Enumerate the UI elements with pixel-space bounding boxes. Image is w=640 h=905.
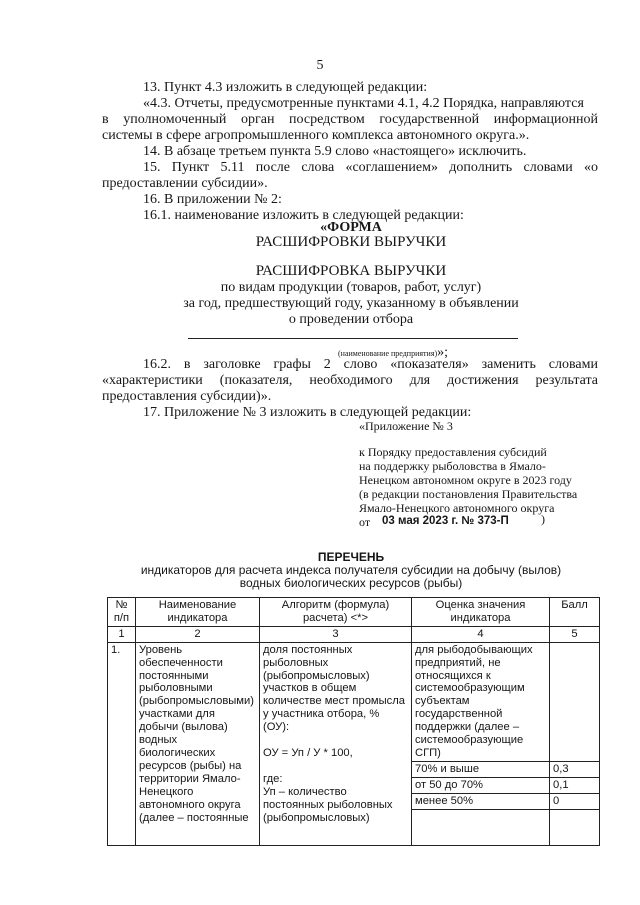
column-number-3: 3 bbox=[260, 626, 412, 642]
form-title: «ФОРМА bbox=[320, 220, 382, 235]
enterprise-underline bbox=[188, 338, 518, 339]
appendix-title: «Приложение № 3 bbox=[359, 419, 453, 433]
table-header-row bbox=[108, 598, 600, 627]
appendix-from-label: от bbox=[359, 515, 371, 529]
decoding-title: РАСШИФРОВКА ВЫРУЧКИ bbox=[255, 263, 447, 279]
decoding-line-3: о проведении отбора bbox=[288, 312, 414, 327]
item-16: 16. В приложении № 2: bbox=[143, 192, 282, 207]
appendix-line-4: (в редакции постановления Правительства bbox=[359, 487, 578, 501]
estimate-empty-cell bbox=[412, 809, 550, 845]
item-16-2-line-1: 16.2. в заголовке графы 2 слово «показателя» заменить словами bbox=[143, 357, 598, 372]
appendix-line-5: Ямало-Ненецкого автономного округа bbox=[359, 501, 555, 515]
item-15-line-2: предоставлении субсидии». bbox=[102, 176, 268, 191]
row-number: 1. bbox=[108, 642, 136, 845]
header-indicator-name: Наименование индикатора bbox=[136, 598, 260, 627]
item-16-1: 16.1. наименование изложить в следующей редакции: bbox=[143, 208, 464, 223]
estimate-range: менее 50% bbox=[412, 793, 550, 809]
score-empty-cell bbox=[550, 809, 600, 845]
indicators-table bbox=[107, 597, 600, 846]
table-number-row bbox=[108, 626, 600, 642]
item-13-quote-line-1: «4.3. Отчеты, предусмотренные пунктами 4.1, 4.2 Порядка, направляются bbox=[143, 96, 584, 111]
column-number-5: 5 bbox=[550, 626, 600, 642]
estimate-category-cell: для рыбодобывающих предприятий, не относящихся к системообразующим субъектам государственной поддержки (далее – системообразующие СГП) bbox=[412, 642, 550, 761]
estimate-range: от 50 до 70% bbox=[412, 777, 550, 793]
column-number-1: 1 bbox=[108, 626, 136, 642]
appendix-line-3: Ненецком автономном округе в 2023 году bbox=[359, 473, 572, 487]
item-16-2-line-2: «характеристики (показателя, необходимого для достижения результата bbox=[102, 373, 598, 388]
list-subtitle-line-2: водных биологических ресурсов (рыбы) bbox=[239, 576, 463, 590]
header-estimate: Оценка значения индикатора bbox=[412, 598, 550, 627]
item-13-quote-line-2: в уполномоченный орган посредством государственной информационной bbox=[102, 112, 598, 127]
item-14: 14. В абзаце третьем пункта 5.9 слово «настоящего» исключить. bbox=[143, 144, 527, 159]
decoding-line-1: по видам продукции (товаров, работ, услуг) bbox=[220, 280, 482, 295]
table-row bbox=[108, 642, 600, 761]
item-13-quote-line-3: системы в сфере агропромышленного комплекса автономного округа.». bbox=[102, 128, 530, 143]
enterprise-caption-text: (наименование предприятия) bbox=[338, 349, 438, 358]
enterprise-suffix: »; bbox=[437, 345, 449, 360]
header-algorithm: Алгоритм (формула) расчета) <*> bbox=[260, 598, 412, 627]
list-subtitle-line-1: индикаторов для расчета индекса получателя субсидии на добычу (вылов) bbox=[140, 563, 562, 577]
score-empty-cell bbox=[550, 642, 600, 761]
form-subtitle: РАСШИФРОВКИ ВЫРУЧКИ bbox=[255, 234, 447, 250]
appendix-line-1: к Порядку предоставления субсидий bbox=[359, 445, 547, 459]
appendix-close-paren: ) bbox=[541, 512, 545, 526]
score-value: 0,1 bbox=[550, 777, 600, 793]
column-number-2: 2 bbox=[136, 626, 260, 642]
page-number: 5 bbox=[316, 58, 324, 73]
appendix-date-number: 03 мая 2023 г. № 373-П bbox=[382, 515, 509, 527]
score-value: 0,3 bbox=[550, 761, 600, 777]
header-number: № п/п bbox=[108, 598, 136, 627]
algorithm-cell: доля постоянных рыболовных (рыбопромысловых) участков в общем количестве мест промысла у участника отбора, % (ОУ): ОУ = Уп / У * 100, где: Уп – количество постоянных рыболовных (рыбопромысловых) bbox=[260, 642, 412, 845]
header-score: Балл bbox=[550, 598, 600, 627]
estimate-range: 70% и выше bbox=[412, 761, 550, 777]
indicator-name-cell: Уровень обеспеченности постоянными рыболовными (рыбопромысловыми) участками для добычи (вылова) водных биологических ресурсов (рыбы) на территории Ямало- Ненецкого автономного округа (далее – постоянные bbox=[136, 642, 260, 845]
score-value: 0 bbox=[550, 793, 600, 809]
item-15-line-1: 15. Пункт 5.11 после слова «соглашением» дополнить словами «о bbox=[143, 160, 598, 175]
decoding-line-2: за год, предшествующий году, указанному в объявлении bbox=[183, 296, 519, 311]
column-number-4: 4 bbox=[412, 626, 550, 642]
appendix-line-2: на поддержку рыболовства в Ямало- bbox=[359, 459, 546, 473]
item-16-2-line-3: предоставления субсидии)». bbox=[102, 389, 272, 404]
list-title: ПЕРЕЧЕНЬ bbox=[317, 550, 385, 564]
item-13-header: 13. Пункт 4.3 изложить в следующей редакции: bbox=[143, 80, 428, 95]
item-17: 17. Приложение № 3 изложить в следующей редакции: bbox=[143, 405, 472, 420]
